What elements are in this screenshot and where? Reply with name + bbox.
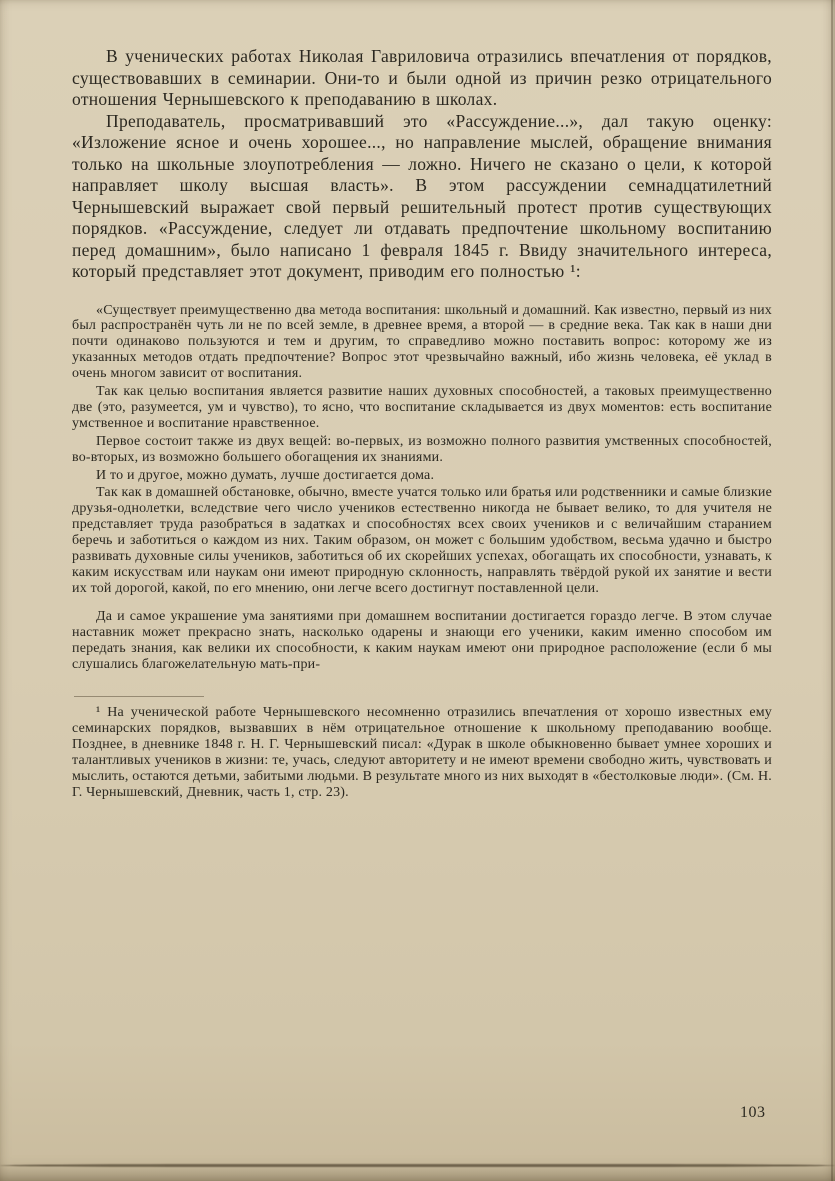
quote-paragraph-1: «Существует преимущественно два метода воспитания: школьный и домашний. Как известно, первый из них был распространён чуть ли не по всей земле, в древнее время, а второй — в средние века. Так как в наши дни почти одинаково пользуются и тем и другим, то справедливо можно поставить вопрос: которому же из указанных методов отдать предпочтение? Вопрос этот чрезвычайно важный, ибо жизнь человека, её уклад в очень многом зависит от воспитания. — [72, 302, 772, 382]
page-text-block — [72, 46, 772, 801]
main-paragraph-1: В ученических работах Николая Гавриловича отразились впечатления от порядков, существовавших в семинарии. Они-то и были одной из причин резко отрицательного отношения Чернышевского к преподаванию в школах. — [72, 46, 772, 109]
footnote-block — [72, 696, 772, 800]
quote-paragraph-6: Да и самое украшение ума занятиями при домашнем воспитании достигается гораздо легче. В этом случае наставник может прекрасно знать, насколько одарены и знающи его ученики, каким именно способом им передать знания, как велики их способности, к каким наукам имеют они природное расположение (если б мы слушались благожелательную мать-при- — [72, 608, 772, 672]
scan-right-edge — [831, 0, 833, 1181]
footnote-separator-rule — [74, 696, 204, 697]
quoted-document-block — [72, 303, 772, 673]
footnote-text: ¹ На ученической работе Чернышевского несомненно отразились впечатления от хорошо известных ему семинарских порядков, вызвавших в нём отрицательное отношение к школьному преподаванию вообще. Позднее, в дневнике 1848 г. Н. Г. Чернышевский писал: «Дурак в школе обыкновенно бывает умнее хороших и талантливых учеников в жизни: те, учась, следуют авторитету и не имеют времени свободно жить, чувствовать и мыслить, остаются детьми, забитыми людьми. В результате много из них выходят в «бестолковые люди». (См. Н. Г. Чернышевский, Дневник, часть 1, стр. 23). — [72, 705, 772, 800]
quote-paragraph-5: Так как в домашней обстановке, обычно, вместе учатся только или братья или родственники и самые близкие друзья-однолетки, вследствие чего число учеников естественно никогда не бывает велико, то для учителя не представляет труда разобраться в задатках и способностях всех своих учеников и с величайшим старанием беречь и заботиться о каждом из них. Таким образом, он может с большим удобством, весьма удачно и быстро развивать духовные силы учеников, заботиться об их скорейших успехах, обогащать их способности, узнавать, к каким искусствам или наукам они имеют природную склонность, направлять твёрдой рукой их занятие и вести их той дорогой, какой, по его мнению, они легче всего достигнут поставленной цели. — [72, 485, 772, 596]
quote-paragraph-3: Первое состоит также из двух вещей: во-первых, из возможно полного развития умственных способностей, во-вторых, из возможно большего обогащения их знаниями. — [72, 433, 772, 465]
quote-paragraph-4: И то и другое, можно думать, лучше достигается дома. — [96, 467, 435, 483]
quote-paragraph-2: Так как целью воспитания является развитие наших духовных способностей, а таковых преимущественно две (это, разумеется, ум и чувство), то ясно, что воспитание складывается из двух моментов: есть воспитание умственное и воспитание нравственное. — [72, 384, 772, 431]
page-number: 103 — [740, 1104, 766, 1121]
scan-bottom-edge — [0, 1164, 835, 1167]
main-paragraph-2: Преподаватель, просматривавший это «Рассуждение...», дал такую оценку: «Изложение ясное и очень хорошее..., но направление мыслей, обращение внимания только на школьные злоупотребления — ложно. Ничего не сказано о цели, к которой направляет школу высшая власть». В этом рассуждении семнадцатилетний Чернышевский выражает свой первый решительный протест против существующих порядков. «Рассуждение, следует ли отдавать предпочтение школьному воспитанию перед домашним», было написано 1 февраля 1845 г. Ввиду значительного интереса, который представляет этот документ, приводим его полностью ¹: — [72, 110, 772, 281]
